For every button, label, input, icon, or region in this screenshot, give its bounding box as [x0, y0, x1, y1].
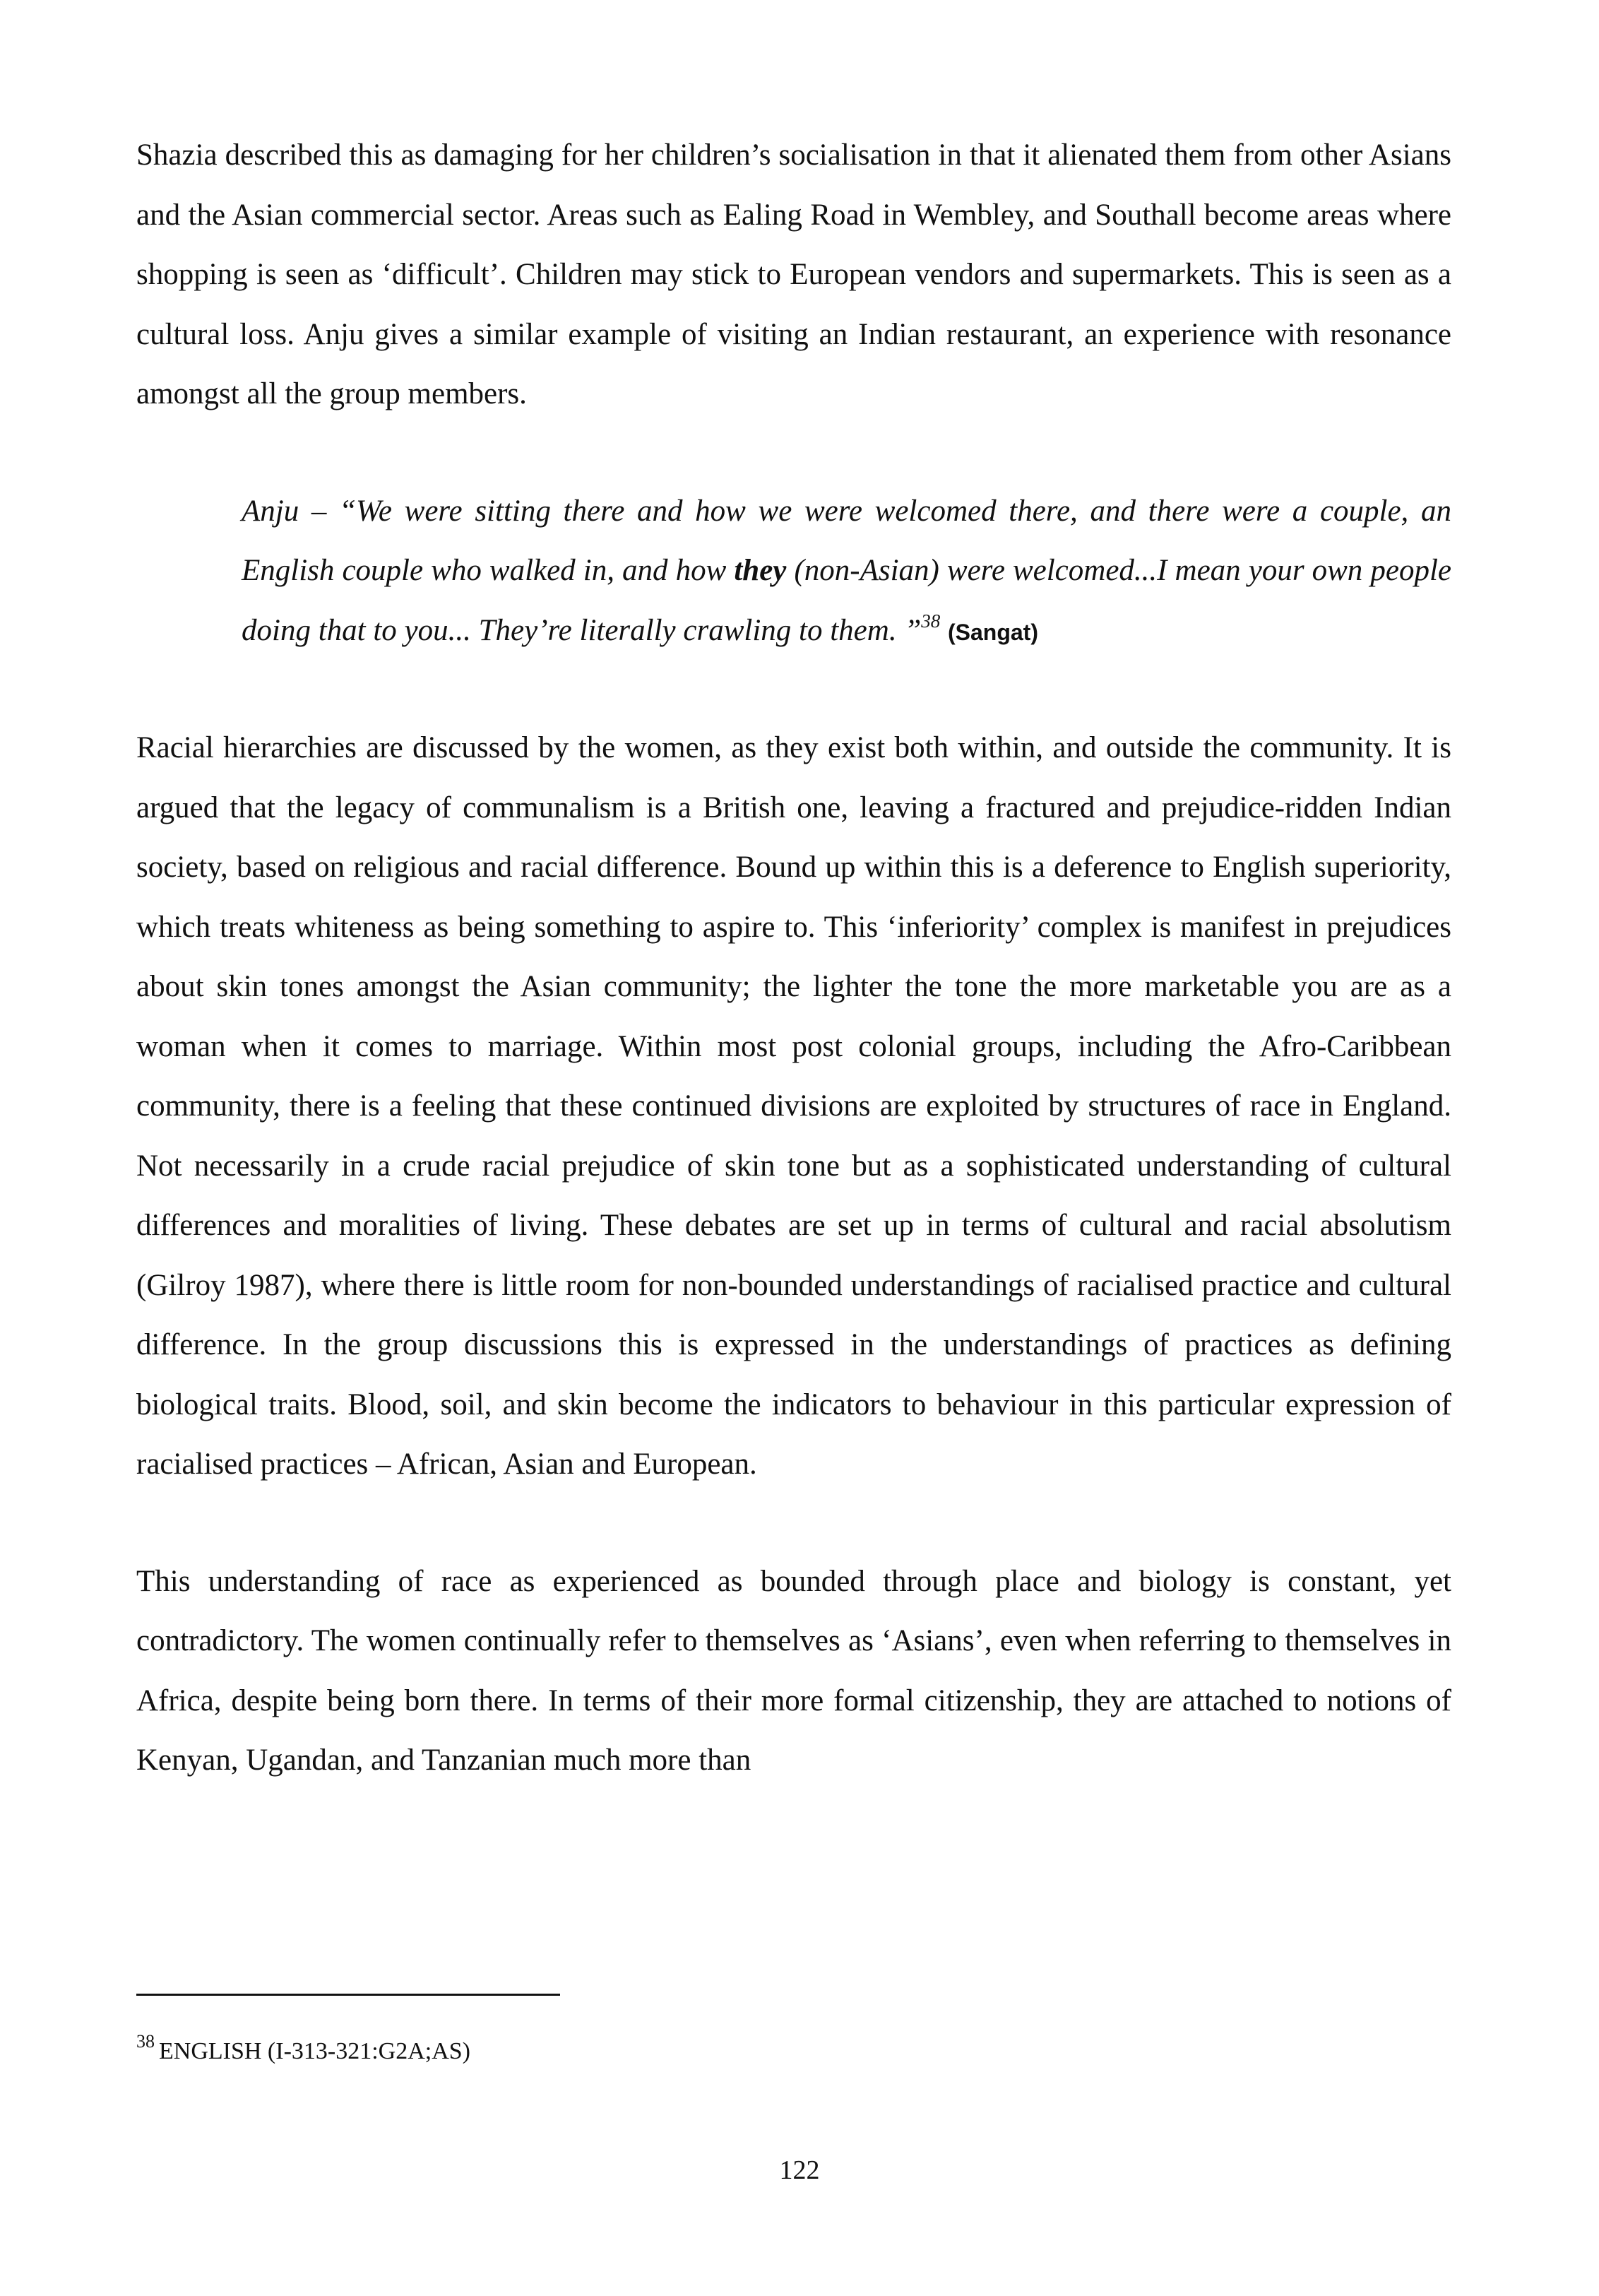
body-paragraph-3: This understanding of race as experienced as bounded through place and biology is constant, yet contradictory. The women continually refer to themselves as ‘Asians’, even when referring to themselves in Africa, despite being born there. In terms of their more formal citizenship, they are attached to notions of Kenyan, Ugandan, and Tanzanian much more than [136, 1564, 1451, 1777]
body-paragraph-1: Shazia described this as damaging for her children’s socialisation in that it alienated them from other Asians and the Asian commercial sector. Areas such as Ealing Road in Wembley, and Southall become areas where shopping is seen as ‘difficult’. Children may stick to European vendors and supermarkets. This is seen as a cultural loss. Anju gives a similar example of visiting an Indian restaurant, an experience with resonance amongst all the group members. [136, 138, 1451, 410]
document-page [136, 126, 1451, 1791]
quote-emphasis: they [734, 554, 787, 587]
quote-source: (Sangat) [947, 619, 1038, 645]
footnote-reference: 38 [921, 610, 941, 632]
quote-speaker: Anju – [242, 494, 340, 528]
block-quote [242, 482, 1451, 663]
footnote-divider [136, 1994, 560, 1996]
quote-text-after: (non-Asian) were welcomed...I mean your own people doing that to you... They’re literally crawling to them. ” [242, 554, 1451, 647]
footnote [136, 2031, 471, 2065]
footnote-text: ENGLISH (I-313-321:G2A;AS) [159, 2038, 471, 2064]
body-paragraph-2: Racial hierarchies are discussed by the women, as they exist both within, and outside the community. It is argued that the legacy of communalism is a British one, leaving a fractured and prejudice-ridden Indian society, based on religious and racial difference. Bound up within this is a deference to English superiority, which treats whiteness as being something to aspire to. This ‘inferiority’ complex is manifest in prejudices about skin tones amongst the Asian community; the lighter the tone the more marketable you are as a woman when it comes to marriage. Within most post colonial groups, including the Afro-Caribbean community, there is a feeling that these continued divisions are exploited by structures of race in England. Not necessarily in a crude racial prejudice of skin tone but as a sophisticated understanding of cultural differences and moralities of living. These debates are set up in terms of cultural and racial absolutism (Gilroy 1987), where there is little room for non-bounded understandings of racialised practice and cultural difference. In the group discussions this is expressed in the understandings of practices as defining biological traits. Blood, soil, and skin become the indicators to behaviour in this particular expression of racialised practices – African, Asian and European. [136, 731, 1451, 1481]
page-number: 122 [779, 2155, 820, 2185]
footnote-number: 38 [136, 2031, 155, 2052]
quote-text-before: “We were sitting there and how we were welcomed there, and there were a couple, an English couple who walked in, and how [242, 494, 1451, 587]
